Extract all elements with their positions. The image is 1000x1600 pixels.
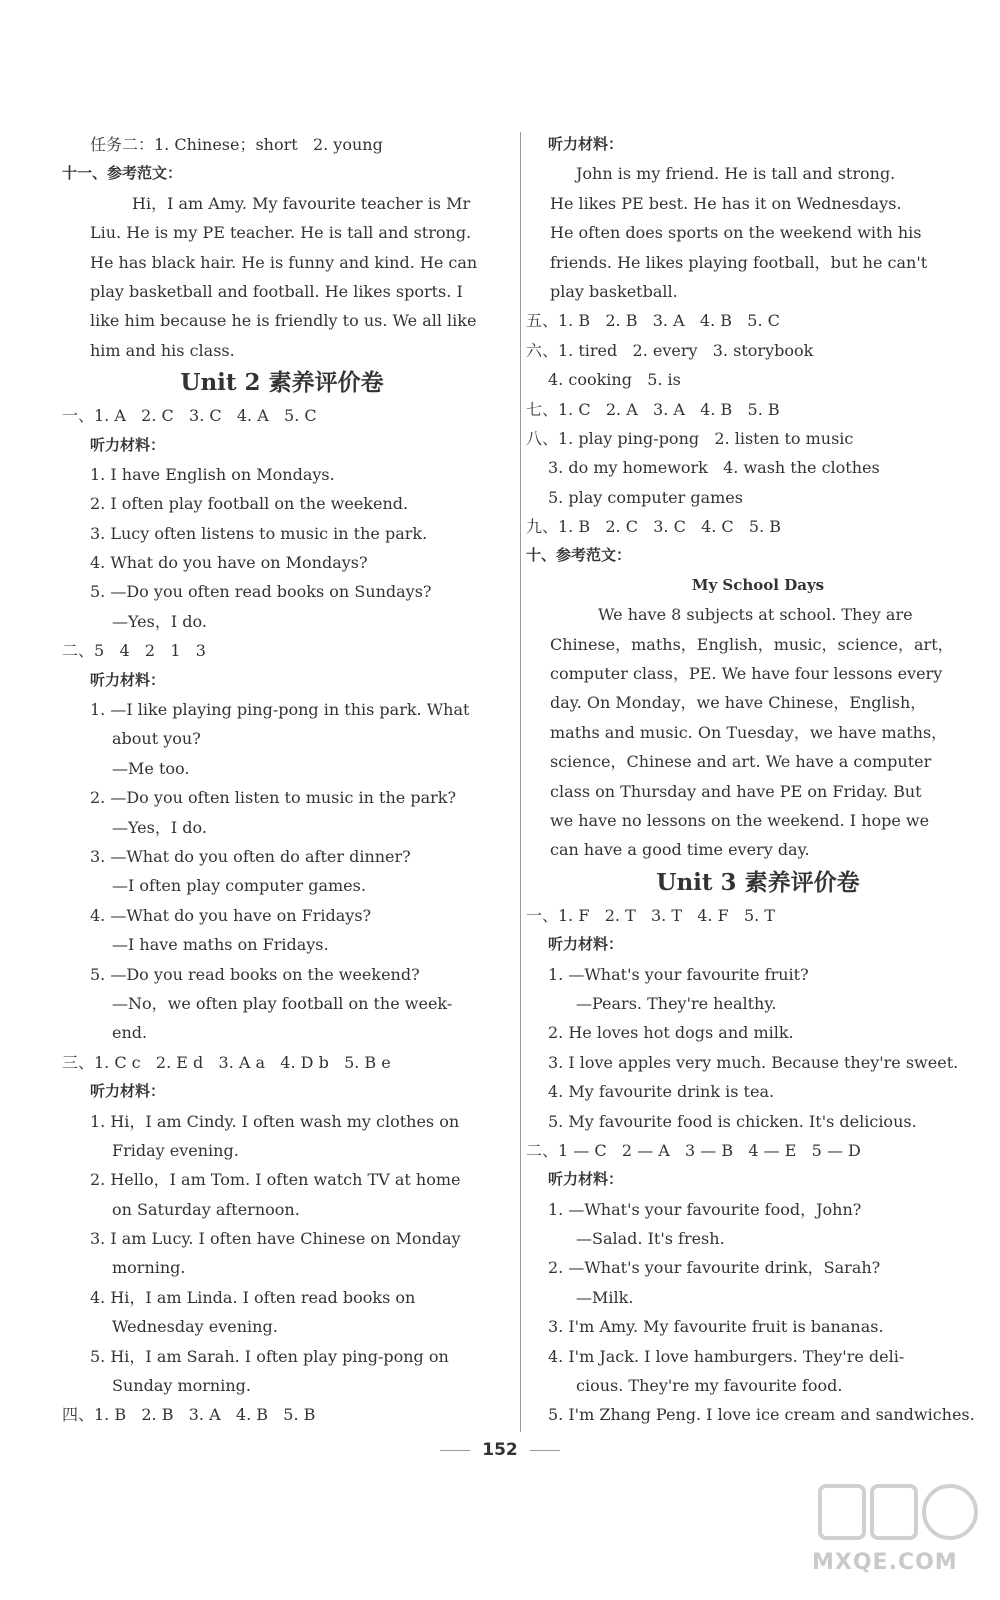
- right-line: 3. do my homework 4. wash the clothes: [548, 458, 880, 478]
- left-line: 2. I often play football on the weekend.: [90, 494, 409, 514]
- left-line: 5. —Do you often read books on Sundays?: [90, 582, 432, 602]
- left-line: 一、1. A 2. C 3. C 4. A 5. C: [62, 406, 317, 426]
- right-line: 九、1. B 2. C 3. C 4. C 5. B: [526, 517, 782, 537]
- watermark-text: MXQE.COM: [812, 1550, 958, 1575]
- right-line: class on Thursday and have PE on Friday. But: [550, 781, 922, 801]
- right-line: 5. I'm Zhang Peng. I love ice cream and sandwiches.: [548, 1405, 975, 1425]
- right-line: John is my friend. He is tall and strong.: [576, 164, 896, 184]
- left-line: like him because he is friendly to us. We all like: [90, 311, 477, 331]
- right-line: maths and music. On Tuesday，we have maths，: [550, 722, 948, 742]
- left-line: Liu. He is my PE teacher. He is tall and strong.: [90, 223, 472, 243]
- right-line: friends. He likes playing football，but he can't: [550, 252, 928, 272]
- right-line: 4. cooking 5. is: [548, 370, 681, 390]
- right-line: 2. —What's your favourite drink，Sarah?: [548, 1258, 881, 1278]
- right-line: 听力材料：: [548, 935, 624, 954]
- left-line: —Me too.: [112, 758, 190, 778]
- left-line: 听力材料：: [90, 435, 166, 454]
- left-line: 3. —What do you often do after dinner?: [90, 846, 411, 866]
- right-line: We have 8 subjects at school. They are: [598, 605, 913, 625]
- left-line: 5. Hi，I am Sarah. I often play ping-pong on: [90, 1346, 449, 1366]
- right-line: —Pears. They're healthy.: [576, 993, 777, 1013]
- left-line: 四、1. B 2. B 3. A 4. B 5. B: [62, 1405, 316, 1425]
- left-line: 4. What do you have on Mondays?: [90, 553, 368, 573]
- right-line: play basketball.: [550, 281, 678, 301]
- right-line: cious. They're my favourite food.: [576, 1376, 843, 1396]
- right-line: 4. I'm Jack. I love hamburgers. They're deli-: [548, 1346, 905, 1366]
- left-line: Hi，I am Amy. My favourite teacher is Mr: [132, 193, 471, 213]
- left-line: on Saturday afternoon.: [112, 1199, 300, 1219]
- left-line: 听力材料：: [90, 1082, 166, 1101]
- right-line: My School Days: [691, 575, 825, 594]
- page-number: 152: [0, 1440, 1000, 1460]
- left-line: 二、5 4 2 1 3: [62, 641, 206, 661]
- left-line: 3. Lucy often listens to music in the park.: [90, 523, 428, 543]
- left-line: 三、1. C c 2. E d 3. A a 4. D b 5. B e: [62, 1052, 391, 1072]
- right-line: 5. play computer games: [548, 487, 743, 507]
- left-column: [62, 130, 502, 1430]
- right-line: 八、1. play ping-pong 2. listen to music: [526, 428, 854, 448]
- right-line: 听力材料：: [548, 135, 624, 153]
- right-line: we have no lessons on the weekend. I hope we: [550, 810, 930, 830]
- left-line: —Yes，I do.: [112, 817, 207, 837]
- right-line: 1. —What's your favourite fruit?: [548, 964, 809, 984]
- left-line: Sunday morning.: [112, 1376, 251, 1396]
- left-line: —No，we often play football on the week-: [112, 993, 453, 1013]
- left-line: about you?: [112, 729, 201, 749]
- right-line: —Salad. It's fresh.: [576, 1229, 725, 1249]
- right-line: computer class，PE. We have four lessons every: [550, 664, 943, 684]
- left-line: —I often play computer games.: [112, 876, 366, 896]
- right-line: —Milk.: [576, 1287, 634, 1307]
- left-line: morning.: [112, 1258, 186, 1278]
- left-line: 4. —What do you have on Fridays?: [90, 905, 372, 925]
- right-line: He likes PE best. He has it on Wednesdays.: [550, 193, 902, 213]
- right-line: 一、1. F 2. T 3. T 4. F 5. T: [526, 905, 776, 925]
- left-line: Unit 2 素养评价卷: [180, 369, 384, 397]
- left-line: 听力材料：: [90, 670, 166, 689]
- left-line: end.: [112, 1023, 148, 1043]
- right-line: can have a good time every day.: [550, 840, 810, 860]
- right-line: 七、1. C 2. A 3. A 4. B 5. B: [526, 399, 780, 419]
- left-line: —I have maths on Fridays.: [112, 935, 329, 955]
- left-line: 1. Hi，I am Cindy. I often wash my clothes on: [90, 1111, 460, 1131]
- right-line: 二、1 — C 2 — A 3 — B 4 — E 5 — D: [526, 1140, 861, 1160]
- column-divider: [520, 132, 521, 1432]
- watermark-logo: [800, 1478, 990, 1588]
- right-line: 4. My favourite drink is tea.: [548, 1082, 775, 1102]
- right-line: Chinese，maths，English，music，science，art，: [550, 634, 954, 654]
- left-line: him and his class.: [90, 340, 235, 360]
- right-line: 2. He loves hot dogs and milk.: [548, 1023, 794, 1043]
- right-line: science，Chinese and art. We have a computer: [550, 752, 932, 772]
- right-line: 1. —What's your favourite food，John?: [548, 1199, 862, 1219]
- right-line: Unit 3 素养评价卷: [656, 868, 860, 896]
- right-line: 十、参考范文：: [526, 546, 632, 565]
- right-line: 5. My favourite food is chicken. It's delicious.: [548, 1111, 917, 1131]
- right-line: 听力材料：: [548, 1170, 624, 1189]
- right-line: day. On Monday，we have Chinese，English，: [550, 693, 927, 713]
- left-line: 4. Hi，I am Linda. I often read books on: [90, 1287, 416, 1307]
- left-line: He has black hair. He is funny and kind. He can: [90, 252, 478, 272]
- left-line: 任务二：1. Chinese；short 2. young: [90, 135, 383, 154]
- right-line: 五、1. B 2. B 3. A 4. B 5. C: [526, 311, 780, 331]
- left-line: 2. Hello，I am Tom. I often watch TV at home: [90, 1170, 461, 1190]
- left-line: —Yes，I do.: [112, 611, 207, 631]
- right-column: [526, 130, 975, 1430]
- left-line: play basketball and football. He likes sports. I: [90, 281, 463, 301]
- left-line: 5. —Do you read books on the weekend?: [90, 964, 420, 984]
- left-line: 1. —I like playing ping-pong in this park. What: [90, 700, 470, 720]
- left-line: Friday evening.: [112, 1140, 239, 1160]
- right-line: He often does sports on the weekend with his: [550, 223, 922, 243]
- left-line: 1. I have English on Mondays.: [90, 464, 335, 484]
- right-line: 3. I'm Amy. My favourite fruit is bananas.: [548, 1317, 884, 1337]
- right-line: 六、1. tired 2. every 3. storybook: [526, 340, 814, 360]
- left-line: 十一、参考范文：: [62, 164, 183, 183]
- left-line: Wednesday evening.: [112, 1317, 278, 1337]
- right-line: 3. I love apples very much. Because they're sweet.: [548, 1052, 959, 1072]
- left-line: 3. I am Lucy. I often have Chinese on Monday: [90, 1229, 461, 1249]
- left-line: 2. —Do you often listen to music in the park?: [90, 788, 457, 808]
